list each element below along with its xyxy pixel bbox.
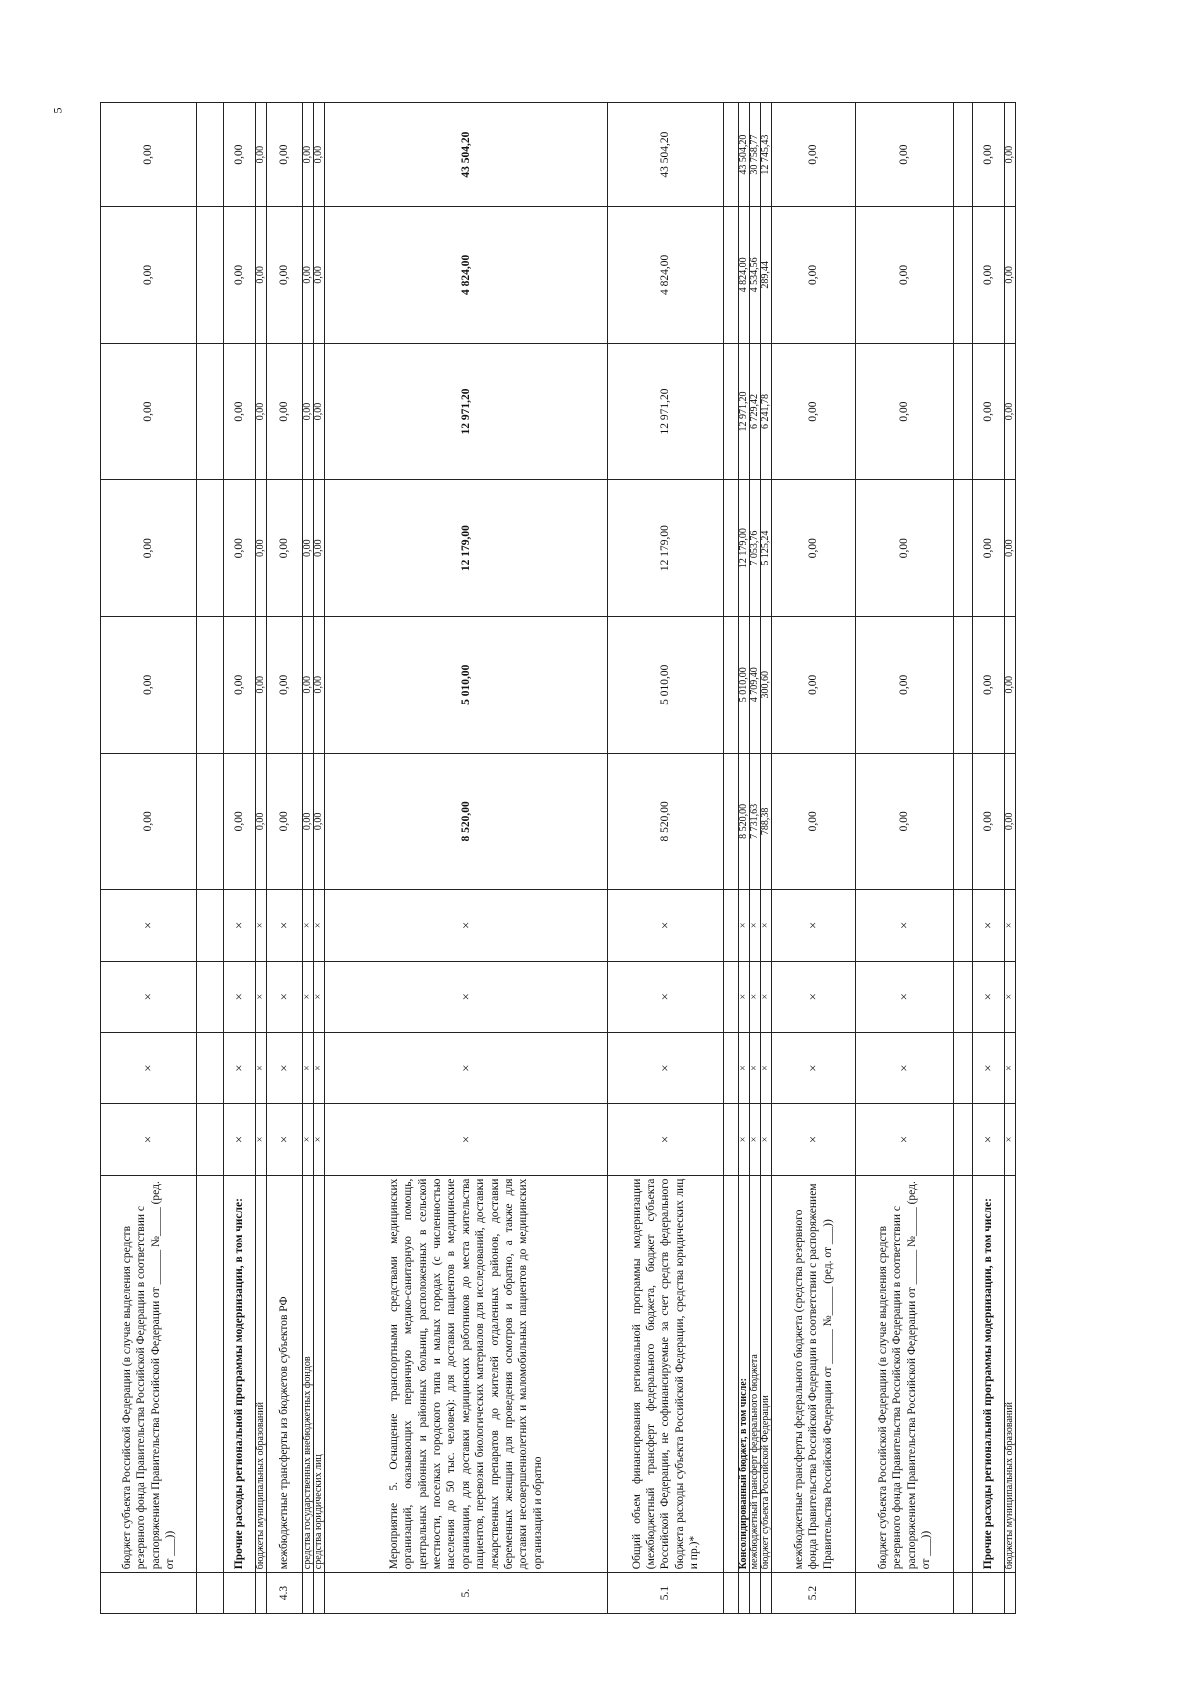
cross-mark-cell: × xyxy=(1005,961,1016,1032)
empty-cell xyxy=(724,103,739,207)
value-cell: 0,00 xyxy=(856,343,954,480)
row-number-cell xyxy=(101,1573,197,1614)
cross-mark-cell: × xyxy=(224,961,256,1032)
value-cell: 0,00 xyxy=(256,207,267,344)
value-cell: 0,00 xyxy=(256,480,267,617)
row-number-cell xyxy=(856,1573,954,1614)
cross-mark-cell: × xyxy=(761,1032,772,1103)
empty-cell xyxy=(197,753,224,890)
cross-mark-cell: × xyxy=(303,961,314,1032)
value-cell: 0,00 xyxy=(267,753,303,890)
value-cell: 0,00 xyxy=(101,480,197,617)
value-cell: 0,00 xyxy=(101,103,197,207)
value-cell: 12 179,00 xyxy=(608,480,724,617)
cross-mark-cell: × xyxy=(772,1104,856,1175)
table-row xyxy=(739,103,750,1614)
cross-mark-cell: × xyxy=(761,1104,772,1175)
value-cell: 0,00 xyxy=(973,343,1005,480)
empty-cell xyxy=(724,480,739,617)
row-description-cell: средства государственных внебюджетных фондов xyxy=(303,1175,314,1573)
cross-mark-cell: × xyxy=(772,890,856,961)
value-cell: 43 504,20 xyxy=(608,103,724,207)
empty-cell xyxy=(954,1032,973,1103)
row-number-cell: 5.2 xyxy=(772,1573,856,1614)
value-cell: 0,00 xyxy=(256,343,267,480)
cross-mark-cell: × xyxy=(101,1032,197,1103)
cross-mark-cell: × xyxy=(101,890,197,961)
row-number-cell xyxy=(973,1573,1005,1614)
cross-mark-cell: × xyxy=(856,890,954,961)
value-cell: 6 241,78 xyxy=(761,343,772,480)
page-number: 5 xyxy=(50,107,65,114)
value-cell: 12 971,20 xyxy=(608,343,724,480)
empty-cell xyxy=(954,207,973,344)
row-number-cell: 5. xyxy=(325,1573,608,1614)
cross-mark-cell: × xyxy=(303,1104,314,1175)
value-cell: 0,00 xyxy=(101,753,197,890)
empty-cell xyxy=(197,890,224,961)
value-cell: 0,00 xyxy=(303,480,314,617)
table-row xyxy=(772,103,856,1614)
value-cell: 0,00 xyxy=(267,343,303,480)
value-cell: 0,00 xyxy=(267,480,303,617)
empty-cell xyxy=(197,480,224,617)
empty-cell xyxy=(724,1104,739,1175)
value-cell: 300,60 xyxy=(761,616,772,753)
empty-cell xyxy=(197,1175,224,1573)
empty-cell xyxy=(724,343,739,480)
empty-cell xyxy=(724,1032,739,1103)
cross-mark-cell: × xyxy=(314,961,325,1032)
value-cell: 4 709,40 xyxy=(750,616,761,753)
value-cell: 0,00 xyxy=(101,207,197,344)
spacer-row xyxy=(724,103,739,1614)
cross-mark-cell: × xyxy=(101,1104,197,1175)
cross-mark-cell: × xyxy=(750,961,761,1032)
row-number-cell xyxy=(750,1573,761,1614)
value-cell: 0,00 xyxy=(303,616,314,753)
value-cell: 0,00 xyxy=(224,103,256,207)
cross-mark-cell: × xyxy=(608,961,724,1032)
cross-mark-cell: × xyxy=(303,890,314,961)
table-row xyxy=(101,103,197,1614)
cross-mark-cell: × xyxy=(325,1032,608,1103)
cross-mark-cell: × xyxy=(750,1104,761,1175)
empty-cell xyxy=(724,961,739,1032)
cross-mark-cell: × xyxy=(973,890,1005,961)
empty-cell xyxy=(724,616,739,753)
empty-cell xyxy=(197,1104,224,1175)
row-number-cell xyxy=(303,1573,314,1614)
row-description-cell: бюджеты муниципальных образований xyxy=(1005,1175,1016,1573)
value-cell: 0,00 xyxy=(772,343,856,480)
cross-mark-cell: × xyxy=(256,1032,267,1103)
empty-cell xyxy=(197,1573,224,1614)
row-description-cell: бюджет субъекта Российской Федерации (в случае выделения средств резервного фонда Правительства Российской Федерации в соответствии с распоряжением Правительства Российской Федерации от ______ №_____ (ред. от ___)) xyxy=(101,1175,197,1573)
row-description-cell: Общий объем финансирования региональной программы модернизации (межбюджетный трансферт федерального бюджета, бюджет субъекта Российской Федерации, не софинансируемые за счет средств федерального бюджета расходы субъекта Российской Федерации, средства юридических лиц и пр.)* xyxy=(608,1175,724,1573)
empty-cell xyxy=(197,961,224,1032)
cross-mark-cell: × xyxy=(267,961,303,1032)
value-cell: 0,00 xyxy=(303,753,314,890)
value-cell: 0,00 xyxy=(303,343,314,480)
empty-cell xyxy=(954,616,973,753)
cross-mark-cell: × xyxy=(314,1032,325,1103)
cross-mark-cell: × xyxy=(856,1032,954,1103)
value-cell: 0,00 xyxy=(314,480,325,617)
value-cell: 12 179,00 xyxy=(325,480,608,617)
cross-mark-cell: × xyxy=(1005,1104,1016,1175)
value-cell: 0,00 xyxy=(303,207,314,344)
row-description-cell: бюджеты муниципальных образований xyxy=(256,1175,267,1573)
empty-cell xyxy=(197,207,224,344)
value-cell: 0,00 xyxy=(772,103,856,207)
value-cell: 5 125,24 xyxy=(761,480,772,617)
value-cell: 12 179,00 xyxy=(739,480,750,617)
table-row xyxy=(1005,103,1016,1614)
value-cell: 0,00 xyxy=(256,753,267,890)
value-cell: 0,00 xyxy=(267,103,303,207)
cross-mark-cell: × xyxy=(267,890,303,961)
cross-mark-cell: × xyxy=(761,961,772,1032)
value-cell: 0,00 xyxy=(314,207,325,344)
value-cell: 0,00 xyxy=(856,103,954,207)
row-description-cell: межбюджетный трансферт федерального бюджета xyxy=(750,1175,761,1573)
empty-cell xyxy=(954,103,973,207)
cross-mark-cell: × xyxy=(267,1104,303,1175)
value-cell: 6 729,42 xyxy=(750,343,761,480)
empty-cell xyxy=(954,1175,973,1573)
spacer-row xyxy=(954,103,973,1614)
table-row xyxy=(973,103,1005,1614)
value-cell: 0,00 xyxy=(856,616,954,753)
empty-cell xyxy=(954,1104,973,1175)
empty-cell xyxy=(954,480,973,617)
row-number-cell xyxy=(224,1573,256,1614)
cross-mark-cell: × xyxy=(739,1104,750,1175)
table-row xyxy=(267,103,303,1614)
value-cell: 0,00 xyxy=(224,207,256,344)
cross-mark-cell: × xyxy=(1005,1032,1016,1103)
row-description-cell: Прочие расходы региональной программы модернизации, в том числе: xyxy=(224,1175,256,1573)
cross-mark-cell: × xyxy=(772,1032,856,1103)
value-cell: 43 504,20 xyxy=(325,103,608,207)
value-cell: 289,44 xyxy=(761,207,772,344)
row-description-cell: Прочие расходы региональной программы модернизации, в том числе: xyxy=(973,1175,1005,1573)
cross-mark-cell: × xyxy=(750,1032,761,1103)
spacer-row xyxy=(197,103,224,1614)
row-description-cell: бюджет субъекта Российской Федерации xyxy=(761,1175,772,1573)
empty-cell xyxy=(954,961,973,1032)
row-number-cell: 5.1 xyxy=(608,1573,724,1614)
empty-cell xyxy=(197,616,224,753)
row-number-cell xyxy=(739,1573,750,1614)
row-description-cell: Мероприятие 5. Оснащение транспортными средствами медицинских организаций, оказывающих первичную медико-санитарную помощь, центральных районных и районных больниц, расположенных в сельской местности, поселках городского типа и малых городах (с численностью населения до 50 тыс. человек): для доставки пациентов в медицинские организации, для доставки медицинских работников до места жительства пациентов, перевозки биологических материалов для исследований, доставки лекарственных препаратов до жителей отдаленных районов, доставки беременных женщин для проведения осмотров и обратно, а также для доставки несовершеннолетних и маломобильных пациентов до медицинских организаций и обратно xyxy=(325,1175,608,1573)
table-row xyxy=(325,103,608,1614)
value-cell: 0,00 xyxy=(314,616,325,753)
value-cell: 30 758,77 xyxy=(750,103,761,207)
cross-mark-cell: × xyxy=(325,890,608,961)
value-cell: 0,00 xyxy=(772,207,856,344)
value-cell: 0,00 xyxy=(256,616,267,753)
row-number-cell: 4.3 xyxy=(267,1573,303,1614)
cross-mark-cell: × xyxy=(224,1104,256,1175)
value-cell: 12 971,20 xyxy=(739,343,750,480)
value-cell: 0,00 xyxy=(1005,753,1016,890)
value-cell: 788,38 xyxy=(761,753,772,890)
value-cell: 12 971,20 xyxy=(325,343,608,480)
cross-mark-cell: × xyxy=(739,890,750,961)
value-cell: 0,00 xyxy=(224,753,256,890)
table-row xyxy=(750,103,761,1614)
cross-mark-cell: × xyxy=(325,1104,608,1175)
value-cell: 0,00 xyxy=(973,753,1005,890)
value-cell: 0,00 xyxy=(856,480,954,617)
budget-table xyxy=(100,102,1016,1614)
value-cell: 0,00 xyxy=(224,616,256,753)
value-cell: 0,00 xyxy=(856,207,954,344)
cross-mark-cell: × xyxy=(750,890,761,961)
value-cell: 0,00 xyxy=(224,343,256,480)
table-row xyxy=(224,103,256,1614)
value-cell: 0,00 xyxy=(101,616,197,753)
empty-cell xyxy=(197,343,224,480)
cross-mark-cell: × xyxy=(973,1032,1005,1103)
row-description-cell: межбюджетные трансферты из бюджетов субъектов РФ xyxy=(267,1175,303,1573)
value-cell: 0,00 xyxy=(267,616,303,753)
row-number-cell xyxy=(761,1573,772,1614)
value-cell: 7 053,76 xyxy=(750,480,761,617)
value-cell: 8 520,00 xyxy=(608,753,724,890)
empty-cell xyxy=(724,1573,739,1614)
value-cell: 0,00 xyxy=(973,616,1005,753)
value-cell: 0,00 xyxy=(1005,207,1016,344)
cross-mark-cell: × xyxy=(267,1032,303,1103)
empty-cell xyxy=(954,753,973,890)
row-number-cell xyxy=(314,1573,325,1614)
cross-mark-cell: × xyxy=(224,1032,256,1103)
empty-cell xyxy=(724,207,739,344)
row-number-cell xyxy=(256,1573,267,1614)
value-cell: 8 520,00 xyxy=(739,753,750,890)
value-cell: 43 504,20 xyxy=(739,103,750,207)
value-cell: 0,00 xyxy=(856,753,954,890)
cross-mark-cell: × xyxy=(256,890,267,961)
cross-mark-cell: × xyxy=(314,1104,325,1175)
table-row xyxy=(256,103,267,1614)
row-description-cell: бюджет субъекта Российской Федерации (в случае выделения средств резервного фонда Правительства Российской Федерации в соответствии с распоряжением Правительства Российской Федерации от ______ №_____ (ред. от ___)) xyxy=(856,1175,954,1573)
value-cell: 0,00 xyxy=(314,343,325,480)
empty-cell xyxy=(954,1573,973,1614)
value-cell: 8 520,00 xyxy=(325,753,608,890)
cross-mark-cell: × xyxy=(856,1104,954,1175)
row-number-cell xyxy=(1005,1573,1016,1614)
value-cell: 4 824,00 xyxy=(739,207,750,344)
row-description-cell: Консолидированный бюджет, в том числе: xyxy=(739,1175,750,1573)
row-description-cell: средства юридических лиц xyxy=(314,1175,325,1573)
value-cell: 0,00 xyxy=(772,616,856,753)
empty-cell xyxy=(724,890,739,961)
value-cell: 0,00 xyxy=(1005,616,1016,753)
cross-mark-cell: × xyxy=(608,890,724,961)
table-row xyxy=(303,103,314,1614)
cross-mark-cell: × xyxy=(761,890,772,961)
value-cell: 4 824,00 xyxy=(608,207,724,344)
cross-mark-cell: × xyxy=(314,890,325,961)
value-cell: 0,00 xyxy=(256,103,267,207)
table-row xyxy=(608,103,724,1614)
value-cell: 5 010,00 xyxy=(325,616,608,753)
value-cell: 0,00 xyxy=(772,753,856,890)
empty-cell xyxy=(197,103,224,207)
cross-mark-cell: × xyxy=(256,961,267,1032)
cross-mark-cell: × xyxy=(739,1032,750,1103)
value-cell: 0,00 xyxy=(314,753,325,890)
value-cell: 0,00 xyxy=(314,103,325,207)
empty-cell xyxy=(954,343,973,480)
value-cell: 0,00 xyxy=(973,207,1005,344)
cross-mark-cell: × xyxy=(608,1104,724,1175)
value-cell: 0,00 xyxy=(973,480,1005,617)
cross-mark-cell: × xyxy=(1005,890,1016,961)
value-cell: 7 731,63 xyxy=(750,753,761,890)
value-cell: 0,00 xyxy=(101,343,197,480)
row-description-cell: межбюджетные трансферты федерального бюджета (средства резервного фонда Правительства Российской Федерации в соответствии с распоряжением Правительства Российской Федерации от ______ №_____ (ред. от ___)) xyxy=(772,1175,856,1573)
value-cell: 5 010,00 xyxy=(739,616,750,753)
cross-mark-cell: × xyxy=(772,961,856,1032)
value-cell: 0,00 xyxy=(1005,103,1016,207)
value-cell: 5 010,00 xyxy=(608,616,724,753)
cross-mark-cell: × xyxy=(256,1104,267,1175)
rotated-page xyxy=(100,102,1100,1614)
value-cell: 0,00 xyxy=(224,480,256,617)
value-cell: 0,00 xyxy=(267,207,303,344)
value-cell: 0,00 xyxy=(772,480,856,617)
empty-cell xyxy=(724,753,739,890)
cross-mark-cell: × xyxy=(973,961,1005,1032)
empty-cell xyxy=(197,1032,224,1103)
cross-mark-cell: × xyxy=(325,961,608,1032)
value-cell: 0,00 xyxy=(973,103,1005,207)
value-cell: 12 745,43 xyxy=(761,103,772,207)
value-cell: 4 534,56 xyxy=(750,207,761,344)
cross-mark-cell: × xyxy=(973,1104,1005,1175)
cross-mark-cell: × xyxy=(856,961,954,1032)
value-cell: 0,00 xyxy=(303,103,314,207)
cross-mark-cell: × xyxy=(608,1032,724,1103)
cross-mark-cell: × xyxy=(739,961,750,1032)
table-row xyxy=(761,103,772,1614)
value-cell: 4 824,00 xyxy=(325,207,608,344)
cross-mark-cell: × xyxy=(224,890,256,961)
value-cell: 0,00 xyxy=(1005,480,1016,617)
empty-cell xyxy=(954,890,973,961)
empty-cell xyxy=(724,1175,739,1573)
table-row xyxy=(856,103,954,1614)
cross-mark-cell: × xyxy=(101,961,197,1032)
table-row xyxy=(314,103,325,1614)
cross-mark-cell: × xyxy=(303,1032,314,1103)
value-cell: 0,00 xyxy=(1005,343,1016,480)
